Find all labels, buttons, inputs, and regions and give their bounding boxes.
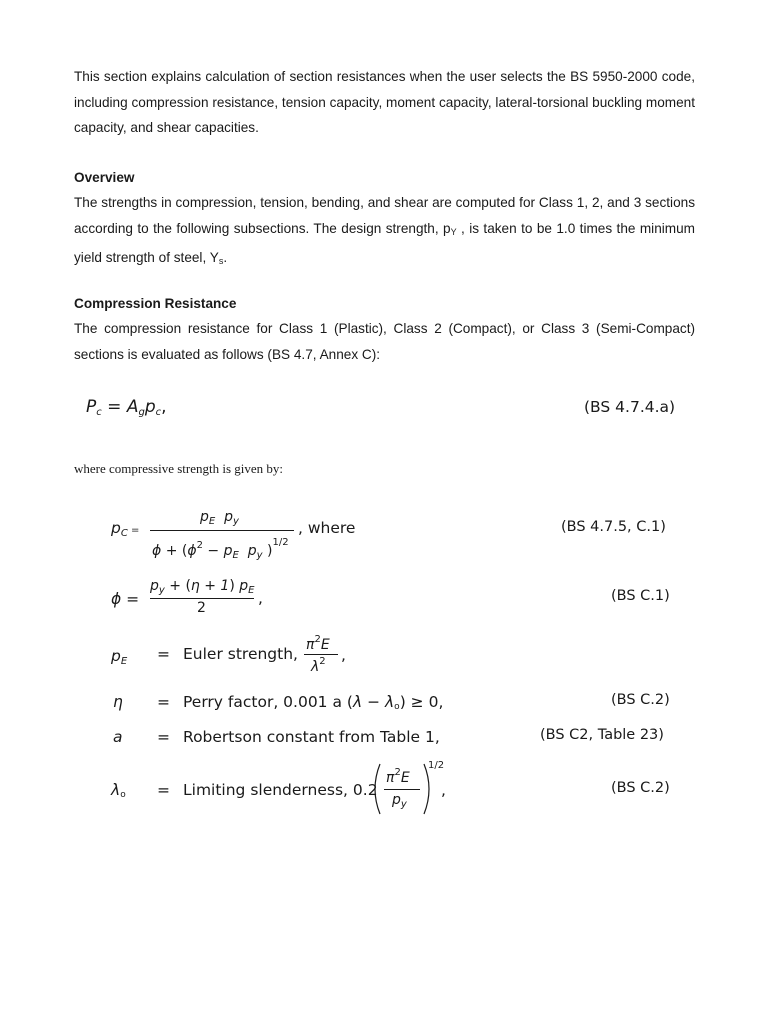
equation-phi-tail: , (258, 589, 263, 607)
equation-pc-lhs: $p_C$ = (111, 519, 140, 539)
equation-lambda-denominator: $p_y$ (392, 792, 407, 810)
equation-lambda-numerator: $\pi^2E$ (386, 767, 410, 786)
equation-eta-row: Perry factor, 0.001 a (λ − λo) ≥ 0, (183, 693, 444, 712)
equation-a-tag: (BS C2, Table 23) (540, 727, 664, 743)
equation-pe-numerator: $\pi^2E$ (306, 634, 330, 653)
fraction-bar (150, 530, 294, 531)
equation-phi-numerator: $p_y + (\eta + 1)$ $p_E$ (150, 578, 255, 596)
fraction-bar (304, 654, 338, 655)
where-text: where compressive strength is given by: (74, 461, 284, 476)
equation-lambda-equals: = (157, 781, 170, 799)
equation-eta-tag: (BS C.2) (611, 692, 670, 708)
equation-pe-denominator: $\lambda^2$ (311, 656, 326, 675)
equation-a-lhs: a (113, 728, 123, 746)
compression-heading: Compression Resistance (74, 296, 237, 311)
fraction-bar (150, 598, 254, 599)
equation-pc-numerator: $p_E$ $p_y$ (200, 509, 239, 527)
equation-lambda-lhs: λo (111, 781, 126, 800)
equation-pe-desc: Euler strength, (183, 645, 298, 663)
fraction-bar (384, 789, 420, 790)
overview-text-b: , is taken to be 1.0 times the minimum yield strength of steel, Y (74, 220, 695, 265)
equation-lambda-exponent: 1/2 (428, 760, 445, 771)
compression-paragraph: The compression resistance for Class 1 (Plastic), Class 2 (Compact), or Class 3 (Semi-Compact) sections is evaluated as follows (BS 4.7, Annex C): (74, 321, 695, 362)
equation-phi-lhs: ϕ = (111, 590, 140, 608)
equation-pe-lhs: $p_E$ (111, 647, 128, 667)
overview-paragraph (74, 190, 695, 275)
overview-sub-s: s (218, 256, 224, 266)
equation-pe-equals: = (157, 645, 170, 663)
equation-pc: $P_c = A_gp_c$, (86, 397, 167, 418)
equation-eta-lhs: η (113, 693, 123, 711)
equation-lambda-tag: (BS C.2) (611, 780, 670, 796)
equation-phi-tag: (BS C.1) (611, 588, 670, 604)
equation-pc-denominator: $\phi + (\phi^2 - p_E$ $p_y$ )$^{1/2}$ (152, 537, 289, 561)
equation-pe-tail: , (341, 646, 346, 664)
equation-lambda-tail: , (441, 781, 446, 799)
equation-pc-tag2: (BS 4.7.5, C.1) (561, 519, 666, 535)
equation-pc-tag: (BS 4.7.4.a) (584, 398, 676, 416)
intro-paragraph: This section explains calculation of section resistances when the user selects the BS 5950-2000 code, including compression resistance, tension capacity, moment capacity, lateral-torsional buckling moment capacity, and shear capacities. (74, 69, 695, 135)
equation-phi-denominator: 2 (197, 600, 206, 616)
overview-heading: Overview (74, 170, 135, 185)
overview-sub-y: Y (450, 226, 457, 237)
equation-eta-equals: = (157, 693, 170, 711)
equation-eta-desc: Perry factor, 0.001 a (183, 693, 342, 711)
equation-lambda-desc: Limiting slenderness, 0.2 (183, 781, 378, 799)
equation-a-equals: = (157, 728, 170, 746)
equation-pc-where: , where (298, 519, 356, 537)
overview-text-a: The strengths in compression, tension, bending, and shear are computed for Class 1, 2, and 3 sections according to the following subsections. The design strength, p (74, 195, 695, 236)
equation-a-desc: Robertson constant from Table 1, (183, 728, 440, 746)
overview-text-c: . (223, 250, 228, 265)
